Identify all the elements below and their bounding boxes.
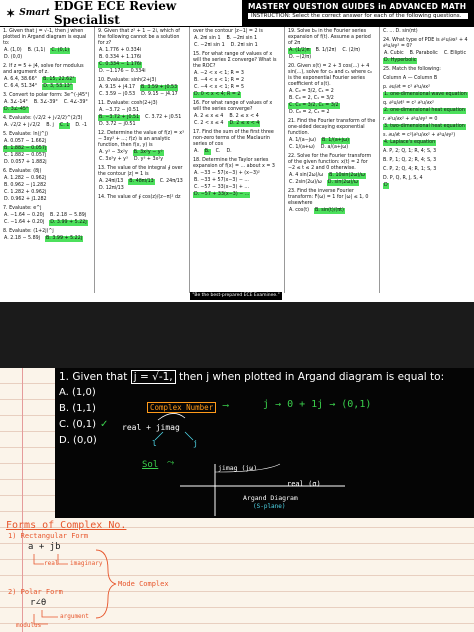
question-text: B. P, 1; Q, 2; R, 4; S, 3 <box>383 158 437 163</box>
option: D. −1.176 − 0.334i <box>99 69 146 74</box>
question-text: 13. The value of the integral ∮ over the contour |z| = 1 is <box>98 166 183 177</box>
option: C. 6.4, 51.34° <box>4 84 38 89</box>
option: A. Cubic <box>384 51 404 56</box>
question-text: C. ... D. sin(πt) <box>383 29 418 34</box>
question-text: Column A — Column B <box>383 76 438 81</box>
answer-option: 4. Laplace's equation <box>384 140 436 145</box>
option-list <box>288 89 376 116</box>
answer-option: B. 3.59 + j0.53 <box>141 85 178 90</box>
option: A. 24πi/13 <box>99 179 124 184</box>
option: B. −4 < x < 1; R = 2 <box>194 78 245 83</box>
answer-option: B. 3x²y − y³ <box>133 150 163 155</box>
option: B. 2.18 − 5.89j <box>50 213 87 218</box>
option-list <box>98 179 186 192</box>
option: D. -1 <box>75 123 87 128</box>
polar-form-label: 2) Polar Form <box>8 588 63 596</box>
argument-arrow <box>42 610 58 617</box>
option-list <box>288 173 376 186</box>
option: B. (1,1) <box>27 48 46 53</box>
real-j-imag: real + jimag <box>122 423 180 432</box>
column-5 <box>380 27 474 293</box>
question-highlight: j = √-1, <box>131 370 176 384</box>
option: D. 0.057 + 1.882j <box>4 160 47 165</box>
question-item <box>383 176 471 189</box>
option-list <box>383 51 471 64</box>
question-item <box>383 117 471 130</box>
answer-option: B. 15, 22.62° <box>43 77 75 82</box>
answer-option: 3. two-dimensional heat equation <box>384 124 465 129</box>
question-item <box>3 64 91 90</box>
option-list <box>3 77 91 90</box>
option: A. −3.72 − j0.51 <box>99 108 140 113</box>
option-list <box>193 114 281 127</box>
option: A. 0.057 − 1.662j <box>4 139 47 144</box>
question-text: 14. The value of ∮ cos(z)/(z−π)² dz <box>98 195 181 200</box>
jimag-axis-label: jimag (jω) <box>218 464 258 472</box>
option: C. Elliptic <box>443 51 467 56</box>
blackboard <box>55 368 474 518</box>
question-text: 4. Evaluate: (√2/2 + j√2/2)^(2/3) <box>3 116 83 121</box>
question-text: 17. Find the sum of the first three non-zero terms of the Maclaurin series of cos <box>193 130 274 147</box>
argument-label: argument <box>60 613 89 620</box>
option: A. 6.4, 38.66° <box>4 77 38 82</box>
option: A. 2 ≤ x ≤ 4 <box>194 114 224 119</box>
question-item <box>288 29 376 61</box>
option: D. 0.962 + j1.282 <box>4 197 47 202</box>
column-3 <box>190 27 285 293</box>
answer-option: B. 1.882 − 0.057j <box>4 146 47 151</box>
option: A. 2.18 − 5.89j <box>4 236 41 241</box>
option: C. 2sin(2ω)/ω <box>289 180 322 185</box>
option: D. 9.15 − j4.17 <box>141 92 178 97</box>
brand <box>0 0 242 26</box>
option-list <box>193 36 281 49</box>
answer-option: B. 48πi/13 <box>129 179 154 184</box>
question-item <box>288 64 376 116</box>
question-item <box>193 52 281 98</box>
option-list <box>3 123 91 129</box>
option: B. j <box>46 123 54 128</box>
option-list <box>3 213 91 226</box>
option: A. −33 − 57(x−3) + (x−3)² <box>194 171 260 176</box>
question-item <box>288 154 376 186</box>
question-text: 21. Find the Fourier transform of the one-sided decaying exponential function. <box>288 119 376 136</box>
option: A. −1.64 − 0.20j <box>4 213 45 218</box>
option: A. 1/(a−jω) <box>289 138 316 143</box>
title-box <box>242 0 474 26</box>
option: A. 1.776 + 0.334i <box>99 48 142 53</box>
s-plane-label: (S-plane) <box>253 503 286 510</box>
question-item <box>383 29 471 35</box>
option-list <box>288 208 376 214</box>
answer-option: B. 1/(a+jω) <box>321 138 350 143</box>
answer-option: B. 10sin(2ω)/ω <box>329 173 365 178</box>
option-list <box>3 48 91 61</box>
option: C. −57 − 33(x−3) + ... <box>194 185 249 190</box>
option-list <box>3 176 91 203</box>
question-text: 6. Evaluate: (8j) <box>3 169 42 174</box>
question-text: 10. Evaluate: sinh(2+j3) <box>98 78 157 83</box>
star-icon: ✶ <box>6 6 16 20</box>
answer-option: C. 0.334 − 1.176i <box>99 62 142 67</box>
question-text: 12. Determine the value of f(z) = x³ − 3xy² + ...; f(z) is an analytic function, then f(x, y) is <box>98 131 184 148</box>
question-text: p. ∂u/∂t = c² ∂²u/∂x² <box>383 85 431 90</box>
question-item <box>288 119 376 151</box>
option: D. <box>226 149 232 154</box>
question-columns <box>0 27 474 293</box>
question-text: 20. Given x(t) = 2 + 3 cos(...) + 4 sin(...), solve for c₀ and c₁ where c₀ is the exponential Fourier series coefficient of x(t). <box>288 64 372 87</box>
complex-number-label: Complex Number <box>147 402 216 413</box>
question-text: 22. Solve for the Fourier transform of the given function: x(t) = 2 for −2 ≤ t ≤ 2 and 0 otherwise. <box>288 154 372 171</box>
question-text: 1. Given that j = √-1, then j when plotted in Argand diagram is equal to: <box>3 29 87 46</box>
rect-expression: a + jb <box>28 542 61 552</box>
question-item <box>3 206 91 226</box>
option: B. Parabolic <box>409 51 438 56</box>
option: C. −1.64 + 0.20j <box>4 220 45 225</box>
question-item <box>383 76 471 82</box>
column-1 <box>0 27 95 293</box>
real-label: real <box>44 560 59 567</box>
question-text: 15. For what range of values of x will the series Σ converge? What is the ROC? <box>193 52 277 69</box>
question-text: D. P, Q, R, J, S, 4 <box>383 176 423 181</box>
question-item <box>383 38 471 64</box>
option: B. −33 + 57(x−3) − ... <box>194 178 249 183</box>
question-text: A. P, 2; Q, 1; R, 4; S, 3 <box>383 149 437 154</box>
option: B. 0.334 + 1.176i <box>99 55 142 60</box>
question-pre: 1. Given that <box>59 371 128 383</box>
question-text: C. P, 2; Q, 4; R, 1; S, 3 <box>383 167 437 172</box>
answer-option: A. (1/2)π <box>289 48 310 53</box>
option: D. C₀ = 2, C₁ = 2 <box>289 110 330 115</box>
option: C. 1/(a+ω) <box>289 145 315 150</box>
option: A. 2πi sin 1 <box>194 36 221 41</box>
check-icon: ✓ <box>100 419 109 430</box>
pointer-imag <box>185 432 193 440</box>
option: A. 9.15 + j4.17 <box>99 85 136 90</box>
question-text: 11. Evaluate: cosh(2+j3) <box>98 101 158 106</box>
question-item <box>383 167 471 173</box>
option: C. −4 < x < 1; R = 5 <box>194 85 245 90</box>
option: A. y³ − 3x²y <box>99 150 128 155</box>
option: C. <box>215 149 221 154</box>
question-text: 8. Evaluate: (1+2j)^j <box>3 229 54 234</box>
brand-name: EDGE ECE Review Specialist <box>53 0 177 27</box>
option-list <box>383 140 471 146</box>
question-item <box>98 131 186 163</box>
answer-option: 2. one-dimensional heat equation <box>384 108 465 113</box>
option: D. y³ + 3x²y <box>133 157 164 162</box>
polar-expression: r∠θ <box>30 598 47 608</box>
option-list <box>98 48 186 75</box>
question-text: s. ∂u/∂t = c²(∂²u/∂x² + ∂²u/∂y²) <box>383 133 456 138</box>
question-text: 25. Match the following: <box>383 67 441 72</box>
option-list <box>98 150 186 163</box>
option: D. a/(a+jω) <box>320 145 349 150</box>
question-item <box>193 130 281 155</box>
answer-option: D. 3.99 + 5.22j <box>50 220 87 225</box>
option: B. C₀ = 2, C₁ = 3/2 <box>289 96 334 101</box>
option-list <box>3 139 91 166</box>
answer-option: D. 0 < x < 4; R = 2 <box>194 92 241 97</box>
option: C. (2/π) <box>342 48 361 53</box>
curve-arrow <box>158 413 185 420</box>
option-list <box>3 100 91 113</box>
question-text: 23. Find the inverse Fourier transform: F(ω) = 1 for |ω| ≤ 1, 0 elsewhere <box>288 189 369 206</box>
answer-option: D <box>384 183 388 188</box>
option: A. (1,0) <box>4 48 22 53</box>
option-list <box>383 92 471 98</box>
brand-prefix: Smart <box>19 8 50 18</box>
question-item <box>288 189 376 214</box>
choice-b: B. (1,1) <box>59 403 96 414</box>
answer-option: B. 3.99 + 5.22j <box>46 236 83 241</box>
question-item <box>383 101 471 114</box>
option: D. (0,0) <box>4 55 23 60</box>
real-axis-label: real (σ) <box>287 480 321 488</box>
choice-a: A. (1,0) <box>59 387 96 398</box>
answer-option: D. 3, 53.13° <box>43 84 73 89</box>
answer-option: B. −3.72 + j0.51 <box>99 115 140 120</box>
question-item <box>383 158 471 164</box>
option-list <box>193 71 281 98</box>
question-text: 18. Determine the Taylor series expansion of f(x) = ... about x = 3 <box>193 158 275 169</box>
option-list <box>98 108 186 128</box>
question-text: 5. Evaluate: ln(j^j) <box>3 132 48 137</box>
question-text: 19. Solve b₀ in the Fourier series expansion of f(t). Assume a period of 2π <box>288 29 371 46</box>
option: C. −2πi sin 1 <box>194 43 225 48</box>
question-item <box>383 149 471 155</box>
question-post: then j when plotted in Argand diagram is equal to: <box>178 371 445 383</box>
l-mark: l <box>152 439 157 448</box>
option: C. 1.282 + 0.962j <box>4 190 47 195</box>
answer-option: D. 3∠-45° <box>4 107 29 112</box>
sheet-title: MASTERY QUESTION GUIDES in ADVANCED MATH <box>248 2 467 11</box>
option: A. 4 sin(2ω)/ω <box>289 173 324 178</box>
option: B. 1/(2π) <box>315 48 337 53</box>
column-2 <box>95 27 190 293</box>
question-text: 2. If z = 5 + j4, solve for modulus and argument of z. <box>3 64 84 75</box>
sheet-header <box>0 0 474 27</box>
option: D. 3.72 − j0.51 <box>99 122 136 127</box>
question-text: 3. Convert to polar form: 3e^(-j45°) <box>3 93 90 98</box>
option: B. 0.962 − j1.282 <box>4 183 47 188</box>
exam-sheet <box>0 0 474 302</box>
question-text: 24. What type of PDE is ∂²u/∂x² + 4 ∂²u/∂y² = 0? <box>383 38 468 49</box>
imaginary-label: imaginary <box>70 560 103 567</box>
answer-option: C. C₀ = 3/2, C₁ = 3/2 <box>289 103 339 108</box>
answer-option: D. −57 + 33(x−3) − ... <box>194 192 250 197</box>
option: C. 1.882 − 0.057j <box>4 153 47 158</box>
option: D. 12πi/13 <box>99 186 124 191</box>
answer-option: D. 2 ≤ x < 4 <box>229 121 260 126</box>
answer-option: D. sin(2ω)/ω <box>327 180 358 185</box>
argand-label: Argand Diagram <box>243 494 298 502</box>
arrow-icon: ⟶ <box>223 401 229 411</box>
question-item <box>3 229 91 242</box>
j-mark: j <box>193 439 198 448</box>
question-item <box>383 85 471 98</box>
column-4 <box>285 27 380 293</box>
answer-option: B. <box>204 149 210 154</box>
sol-arrow-icon: ⤳ <box>167 458 175 468</box>
question-item <box>3 169 91 203</box>
option: D. 2πi sin 1 <box>230 43 258 48</box>
option-list <box>383 183 471 189</box>
modulus-label: modulus <box>16 622 42 629</box>
option-list <box>288 48 376 61</box>
motto: "Be the best-prepared ECE Examinee." <box>190 292 282 300</box>
choice-d: D. (0,0) <box>59 435 97 446</box>
option-list <box>383 108 471 114</box>
question-text: 16. For what range of values of x will the series converge? <box>193 101 273 112</box>
question-text: q. ∂²u/∂t² = c² ∂²u/∂x² <box>383 101 434 106</box>
handwritten-notes <box>0 518 474 632</box>
option: D. −(2/π) <box>289 55 312 60</box>
option: B. 2 ≤ x < 4 <box>229 114 259 119</box>
question-text: 9. Given that z² + 1 − 2i, which of the following cannot be a solution for z? <box>98 29 180 46</box>
question-item <box>3 116 91 129</box>
option: C. 3.72 + j0.51 <box>145 115 182 120</box>
option: B. −2πi sin 1 <box>226 36 258 41</box>
question-item <box>193 29 281 49</box>
question-item <box>383 67 471 73</box>
option: A. 1.282 − 0.962j <box>4 176 47 181</box>
question-item <box>193 101 281 127</box>
option-list <box>383 124 471 130</box>
option-list <box>193 149 281 155</box>
option: B. 3∠-39° <box>33 100 58 105</box>
option-list <box>3 236 91 242</box>
option-list <box>288 138 376 151</box>
option: C. 4∠-39° <box>63 100 88 105</box>
question-item <box>98 101 186 128</box>
option: A. −2 < x < 1; R = 3 <box>194 71 244 76</box>
option-list <box>193 171 281 198</box>
notes-title: Forms of Complex No. <box>6 520 127 531</box>
option: A. √2/2 + j√2/2 <box>4 123 41 128</box>
question-item <box>193 158 281 198</box>
question-text: over the contour |z−1| = 2 is <box>193 29 263 34</box>
choice-c: C. (0,1) ✓ <box>59 417 108 433</box>
mapping: j → 0 + 1j → (0,1) <box>263 399 372 410</box>
rect-form-label: 1) Rectangular Form <box>8 532 89 540</box>
option: C. 3x²y + y³ <box>99 157 128 162</box>
question-item <box>98 78 186 98</box>
question-item <box>98 29 186 75</box>
option: A. cos(t) <box>289 208 309 213</box>
option: A. 3∠-14° <box>4 100 28 105</box>
answer-option: C. 1 <box>59 123 70 128</box>
option: C. 2 < x ≤ 4 <box>194 121 224 126</box>
mode-complex: Mode Complex <box>118 580 169 588</box>
option: A. <box>194 149 199 154</box>
option: C. 3.59 − j0.53 <box>99 92 136 97</box>
question-item <box>98 166 186 192</box>
question-item <box>3 29 91 61</box>
notebook <box>0 368 474 632</box>
question-text: 7. Evaluate: e^j <box>3 206 42 211</box>
question-item <box>3 93 91 113</box>
answer-option: 1. one-dimensional wave equation <box>384 92 467 97</box>
option: A. C₀ = 3/2, C₁ = 2 <box>289 89 334 94</box>
question-text: r. ∂²u/∂x² + ∂²u/∂y² = 0 <box>383 117 438 122</box>
sol-label: Sol <box>142 460 159 470</box>
imag-arrow <box>58 554 68 564</box>
answer-option: D. Hyperbolic <box>384 58 417 63</box>
real-arrow <box>34 554 44 564</box>
option-list <box>98 85 186 98</box>
instruction: INSTRUCTION: Select the correct answer for each of the following questions. <box>248 13 468 19</box>
answer-option: B. sin(t)/(πt) <box>314 208 344 213</box>
question-item <box>383 133 471 146</box>
question-item <box>98 195 186 201</box>
option: C. 24π/13 <box>159 179 183 184</box>
question-item <box>3 132 91 166</box>
dark-separator <box>0 302 474 368</box>
answer-option: C. (0,1) <box>51 48 70 53</box>
